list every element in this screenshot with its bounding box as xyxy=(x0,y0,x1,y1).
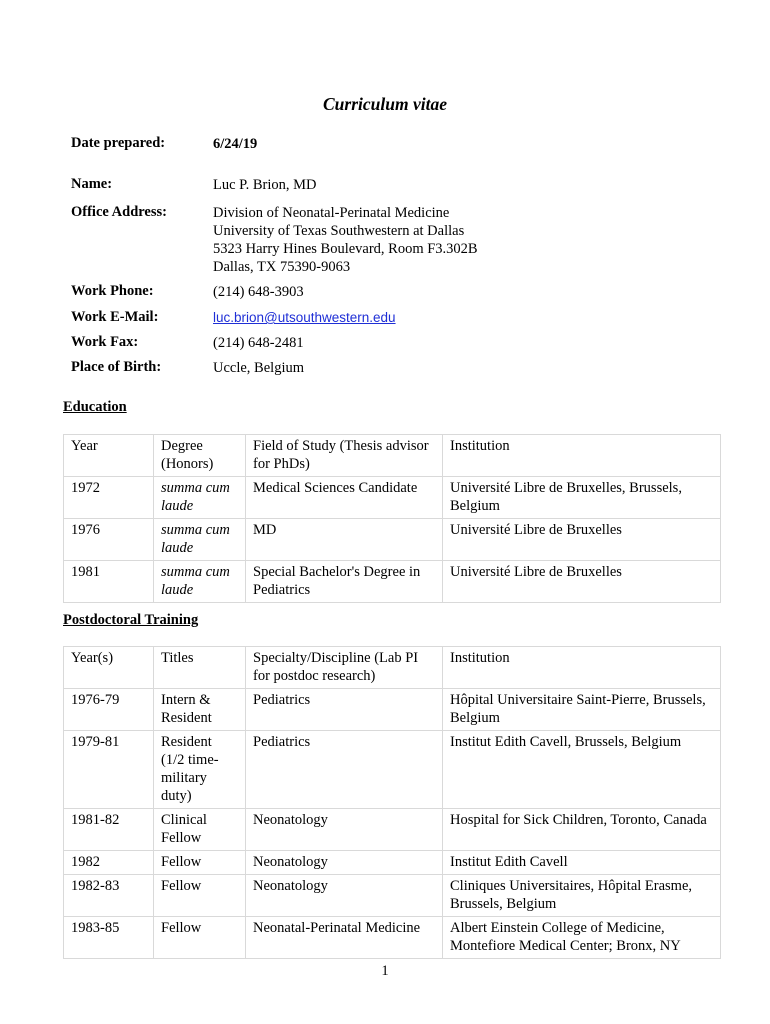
title-cell: Intern & Resident xyxy=(154,689,246,731)
office-address-value xyxy=(213,204,478,276)
table-header-row xyxy=(64,647,721,689)
title-cell: Resident (1/2 time- military duty) xyxy=(154,731,246,809)
column-header: Year xyxy=(64,435,154,477)
title-cell: Fellow xyxy=(154,851,246,875)
title-cell: Fellow xyxy=(154,875,246,917)
column-header: Field of Study (Thesis advisor for PhDs) xyxy=(246,435,443,477)
column-header: Institution xyxy=(443,647,721,689)
table-row xyxy=(64,477,721,519)
document-title: Curriculum vitae xyxy=(323,94,447,114)
degree-cell: summa cum laude xyxy=(154,477,246,519)
education-heading: Education xyxy=(63,399,127,415)
years-cell: 1976-79 xyxy=(64,689,154,731)
institution-cell: Hospital for Sick Children, Toronto, Canada xyxy=(443,809,721,851)
work-fax-value: (214) 648-2481 xyxy=(213,335,304,351)
table-row xyxy=(64,809,721,851)
specialty-cell: Pediatrics xyxy=(246,689,443,731)
years-cell: 1979-81 xyxy=(64,731,154,809)
office-address-label: Office Address: xyxy=(71,204,167,220)
date-prepared-value: 6/24/19 xyxy=(213,136,258,152)
institution-cell: Institut Edith Cavell xyxy=(443,851,721,875)
year-cell: 1981 xyxy=(64,561,154,603)
year-cell: 1976 xyxy=(64,519,154,561)
institution-cell: Hôpital Universitaire Saint-Pierre, Brussels, Belgium xyxy=(443,689,721,731)
table-header-row xyxy=(64,435,721,477)
column-header: Year(s) xyxy=(64,647,154,689)
institution-cell: Institut Edith Cavell, Brussels, Belgium xyxy=(443,731,721,809)
work-phone-value: (214) 648-3903 xyxy=(213,284,304,300)
field-cell: Medical Sciences Candidate xyxy=(246,477,443,519)
degree-cell: summa cum laude xyxy=(154,519,246,561)
place-of-birth-value: Uccle, Belgium xyxy=(213,360,305,376)
institution-cell: Université Libre de Bruxelles, Brussels, Belgium xyxy=(443,477,721,519)
education-table xyxy=(63,434,721,603)
table-row xyxy=(64,689,721,731)
specialty-cell: Neonatology xyxy=(246,809,443,851)
page-number: 1 xyxy=(381,963,389,979)
title-cell: Clinical Fellow xyxy=(154,809,246,851)
office-address-line: 5323 Harry Hines Boulevard, Room F3.302B xyxy=(213,241,478,257)
work-phone-label: Work Phone: xyxy=(71,283,154,299)
name-value: Luc P. Brion, MD xyxy=(213,177,317,193)
specialty-cell: Neonatology xyxy=(246,875,443,917)
field-cell: MD xyxy=(246,519,443,561)
name-label: Name: xyxy=(71,176,113,192)
column-header: Degree (Honors) xyxy=(154,435,246,477)
degree-cell: summa cum laude xyxy=(154,561,246,603)
years-cell: 1982-83 xyxy=(64,875,154,917)
institution-cell: Université Libre de Bruxelles xyxy=(443,561,721,603)
specialty-cell: Pediatrics xyxy=(246,731,443,809)
specialty-cell: Neonatology xyxy=(246,851,443,875)
column-header: Institution xyxy=(443,435,721,477)
year-cell: 1972 xyxy=(64,477,154,519)
column-header: Titles xyxy=(154,647,246,689)
table-row xyxy=(64,851,721,875)
office-address-line: Dallas, TX 75390-9063 xyxy=(213,259,351,275)
table-row xyxy=(64,917,721,959)
table-row xyxy=(64,731,721,809)
office-address-line: Division of Neonatal-Perinatal Medicine xyxy=(213,205,450,221)
place-of-birth-label: Place of Birth: xyxy=(71,359,162,375)
postdoctoral-training-heading: Postdoctoral Training xyxy=(63,612,199,628)
date-prepared-label: Date prepared: xyxy=(71,135,166,151)
institution-cell: Albert Einstein College of Medicine, Montefiore Medical Center; Bronx, NY xyxy=(443,917,721,959)
specialty-cell: Neonatal-Perinatal Medicine xyxy=(246,917,443,959)
work-fax-label: Work Fax: xyxy=(71,334,139,350)
column-header: Specialty/Discipline (Lab PI for postdoc research) xyxy=(246,647,443,689)
office-address-line: University of Texas Southwestern at Dallas xyxy=(213,223,465,239)
postdoctoral-training-table xyxy=(63,646,721,959)
work-email-link[interactable]: luc.brion@utsouthwestern.edu xyxy=(213,310,396,325)
work-email-label: Work E-Mail: xyxy=(71,309,159,325)
institution-cell: Université Libre de Bruxelles xyxy=(443,519,721,561)
years-cell: 1983-85 xyxy=(64,917,154,959)
title-cell: Fellow xyxy=(154,917,246,959)
field-cell: Special Bachelor's Degree in Pediatrics xyxy=(246,561,443,603)
table-row xyxy=(64,519,721,561)
table-row xyxy=(64,561,721,603)
years-cell: 1982 xyxy=(64,851,154,875)
years-cell: 1981-82 xyxy=(64,809,154,851)
table-row xyxy=(64,875,721,917)
institution-cell: Cliniques Universitaires, Hôpital Erasme, Brussels, Belgium xyxy=(443,875,721,917)
